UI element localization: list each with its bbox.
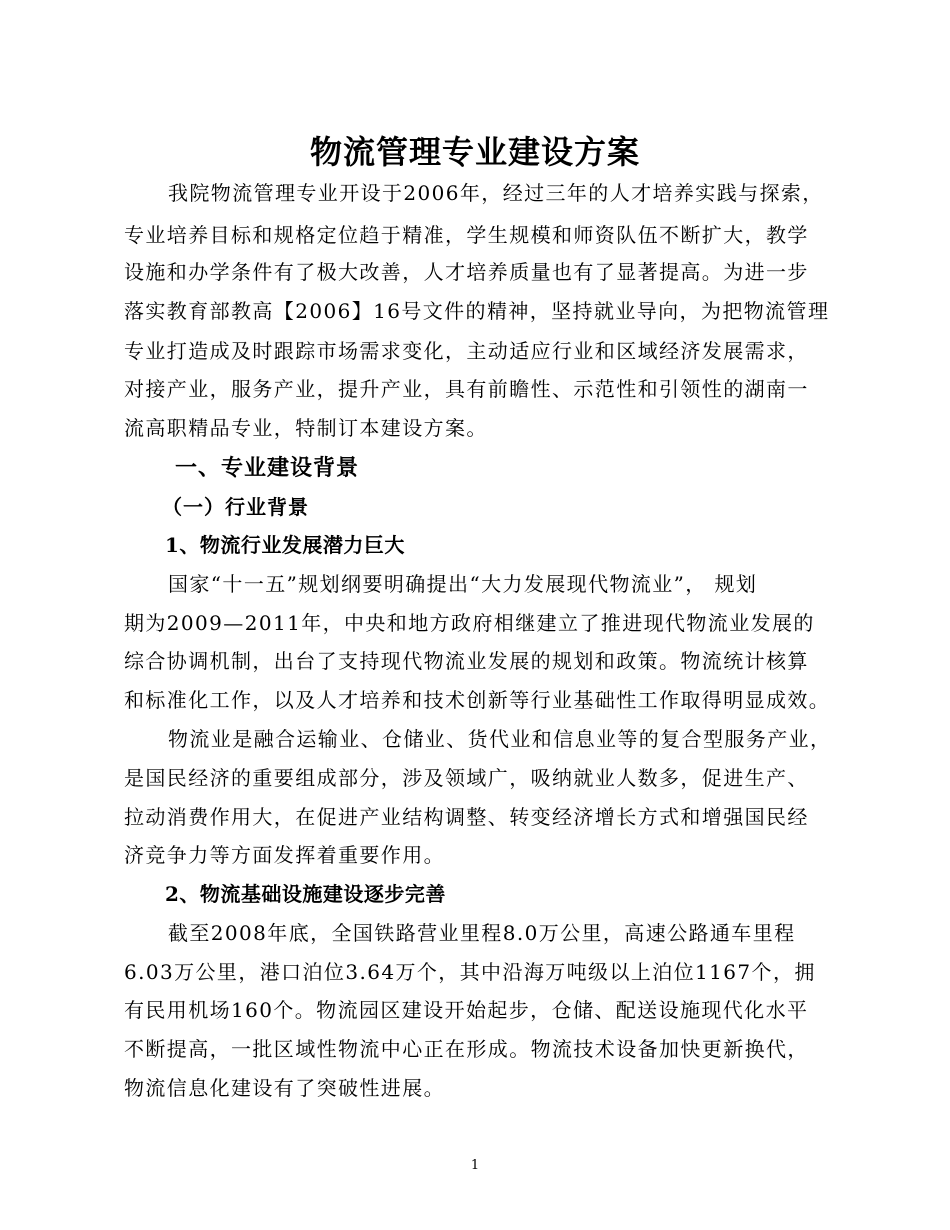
paragraph-line: 截至2008年底，全国铁路营业里程8.0万公里，高速公路通车里程 bbox=[168, 921, 796, 945]
intro-line: 我院物流管理专业开设于2006年，经过三年的人才培养实践与探索， bbox=[168, 181, 824, 205]
intro-line: 专业打造成及时跟踪市场需求变化，主动适应行业和区域经济发展需求， bbox=[124, 339, 809, 363]
paragraph-line: 拉动消费作用大，在促进产业结构调整、转变经济增长方式和增强国民经 bbox=[124, 805, 809, 829]
intro-line: 对接产业，服务产业，提升产业，具有前瞻性、示范性和引领性的湖南一 bbox=[124, 377, 809, 401]
intro-line: 落实教育部教高【2006】16号文件的精神，坚持就业导向，为把物流管理 bbox=[124, 299, 830, 323]
paragraph-line: 是国民经济的重要组成部分，涉及领域广，吸纳就业人数多，促进生产、 bbox=[124, 766, 809, 790]
subsection-heading: （一）行业背景 bbox=[162, 495, 309, 519]
paragraph-line: 6.03万公里，港口泊位3.64万个，其中沿海万吨级以上泊位1167个，拥 bbox=[124, 960, 816, 984]
paragraph-line: 物流业是融合运输业、仓储业、货代业和信息业等的复合型服务产业， bbox=[168, 727, 832, 751]
paragraph-line: 和标准化工作，以及人才培养和技术创新等行业基础性工作取得明显成效。 bbox=[124, 688, 831, 712]
section-heading: 一、专业建设背景 bbox=[175, 455, 360, 481]
item-heading: 2、物流基础设施建设逐步完善 bbox=[165, 882, 446, 906]
paragraph-line: 济竞争力等方面发挥着重要作用。 bbox=[124, 843, 445, 867]
intro-line: 设施和办学条件有了极大改善，人才培养质量也有了显著提高。为进一步 bbox=[124, 260, 809, 284]
document-title: 物流管理专业建设方案 bbox=[309, 133, 640, 171]
paragraph-line: 有民用机场160个。物流园区建设开始起步，仓储、配送设施现代化水平 bbox=[124, 998, 809, 1022]
paragraph-line: 不断提高，一批区域性物流中心正在形成。物流技术设备加快更新换代， bbox=[124, 1037, 809, 1061]
paragraph-line: 国家“十一五”规划纲要明确提出“大力发展现代物流业”， 规划 bbox=[168, 572, 758, 596]
paragraph-line: 物流信息化建设有了突破性进展。 bbox=[124, 1076, 445, 1100]
paragraph-line: 期为2009—2011年，中央和地方政府相继建立了推进现代物流业发展的 bbox=[124, 611, 815, 635]
intro-line: 专业培养目标和规格定位趋于精准，学生规模和师资队伍不断扩大，教学 bbox=[124, 223, 809, 247]
item-heading: 1、物流行业发展潜力巨大 bbox=[165, 533, 405, 557]
paragraph-line: 综合协调机制，出台了支持现代物流业发展的规划和政策。物流统计核算 bbox=[124, 649, 809, 673]
intro-line: 流高职精品专业，特制订本建设方案。 bbox=[124, 416, 488, 440]
page-number: 1 bbox=[470, 1158, 480, 1173]
